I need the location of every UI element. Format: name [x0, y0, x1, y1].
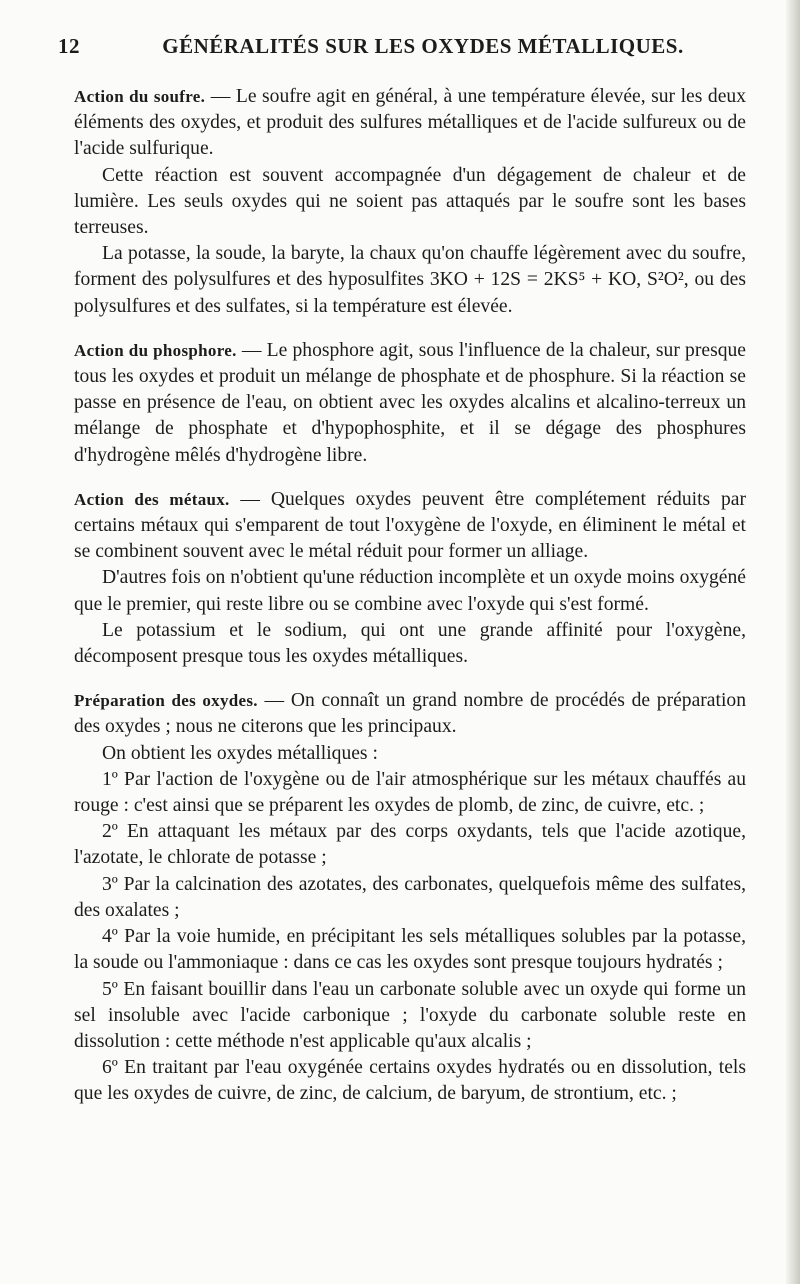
paragraph-text: — Quelques oxydes peuvent être complétement réduits par certains métaux qui s'emparent de tout l'oxygène de l'oxyde, en éliminent le métal et se combinent souvent avec le métal réduit pour former un alliage.	[74, 488, 746, 563]
running-header	[58, 34, 748, 64]
running-title: GÉNÉRALITÉS SUR LES OXYDES MÉTALLIQUES.	[162, 34, 684, 58]
section-heading: Action du soufre.	[74, 87, 206, 106]
list-item: 3º Par la calcination des azotates, des carbonates, quelquefois même des sulfates, des oxalates ;	[74, 873, 746, 921]
page-body	[74, 84, 746, 1126]
list-item: 5º En faisant bouillir dans l'eau un carbonate soluble avec un oxyde qui forme un sel insoluble avec l'acide carbonique ; l'oxyde du carbonate soluble reste en dissolution : cette méthode n'est applicable qu'aux alcalis ;	[74, 978, 746, 1052]
paragraph-text: — Le phosphore agit, sous l'influence de la chaleur, sur presque tous les oxydes et produit un mélange de phosphate et de phosphure. Si la réaction se passe en présence de l'eau, on obtient avec les oxydes alcalins et alcalino-terreux un mélange de phosphate et d'hypophosphite, et il se dégage des phosphures d'hydrogène mêlés d'hydrogène libre.	[74, 339, 746, 466]
paragraph-text: — Le soufre agit en général, à une température élevée, sur les deux éléments des oxydes, et produit des sulfures métalliques et de l'acide sulfureux ou de l'acide sulfurique.	[74, 86, 746, 160]
list-item: 1º Par l'action de l'oxygène ou de l'air atmosphérique sur les métaux chauffés au rouge : c'est ainsi que se préparent les oxydes de plomb, de zinc, de cuivre, etc. ;	[74, 768, 746, 817]
section-action-phosphore	[74, 338, 746, 469]
paragraph	[74, 487, 746, 566]
list-item: 6º En traitant par l'eau oxygénée certains oxydes hydratés ou en dissolution, tels que les oxydes de cuivre, de zinc, de calcium, de baryum, de strontium, etc. ;	[74, 1057, 746, 1105]
paragraph	[74, 84, 746, 163]
section-heading: Préparation des oxydes.	[74, 691, 258, 711]
paragraph	[74, 688, 746, 740]
paragraph: On obtient les oxydes métalliques :	[102, 742, 378, 764]
section-action-soufre	[74, 84, 746, 320]
list-item: 4º Par la voie humide, en précipitant les sels métalliques solubles par la potasse, la soude ou l'ammoniaque : dans ce cas les oxydes sont presque toujours hydratés ;	[74, 926, 746, 974]
section-preparation-oxydes	[74, 688, 746, 1107]
section-heading: Action des métaux.	[74, 489, 230, 509]
section-action-metaux	[74, 487, 746, 670]
paragraph: La potasse, la soude, la baryte, la chaux qu'on chauffe légèrement avec du soufre, forment des polysulfures et des hyposulfites 3KO + 12S = 2KS⁵ + KO, S²O², ou des polysulfures et des sulfates, si la température est élevée.	[74, 243, 746, 317]
paragraph: D'autres fois on n'obtient qu'une réduction incomplète et un oxyde moins oxygéné que le premier, qui reste libre ou se combine avec l'oxyde qui s'est formé.	[74, 567, 746, 615]
paragraph: Le potassium et le sodium, qui ont une grande affinité pour l'oxygène, décomposent presque tous les oxydes métalliques.	[74, 619, 746, 668]
list-item: 2º En attaquant les métaux par des corps oxydants, tels que l'acide azotique, l'azotate, le chlorate de potasse ;	[74, 821, 746, 869]
section-heading: Action du phosphore.	[74, 340, 237, 360]
page-edge-shadow	[786, 0, 800, 1284]
page-number: 12	[58, 34, 80, 58]
paragraph: Cette réaction est souvent accompagnée d'un dégagement de chaleur et de lumière. Les seuls oxydes qui ne soient pas attaqués par le soufre sont les bases terreuses.	[74, 164, 746, 239]
paragraph	[74, 338, 746, 469]
paragraph-text: — On connaît un grand nombre de procédés de préparation des oxydes ; nous ne citerons que les principaux.	[74, 690, 746, 738]
